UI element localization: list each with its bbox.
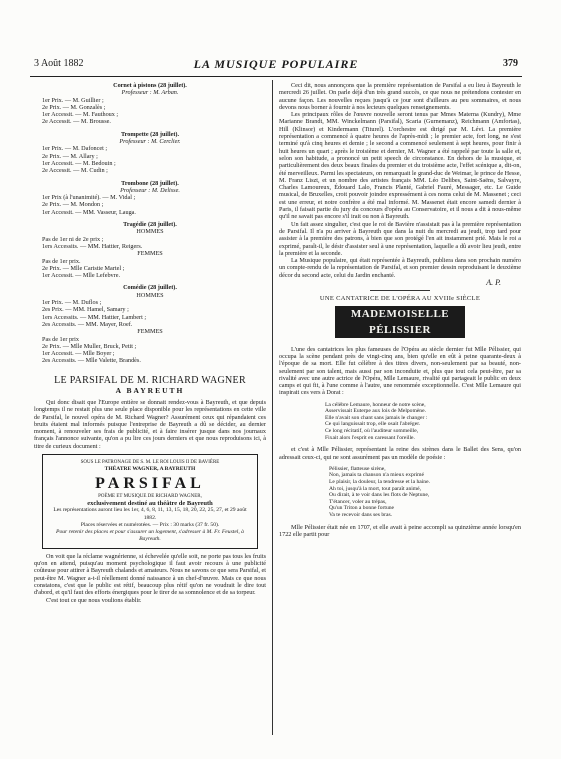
prize-line: 1ers Accessits. — MM. Hattier, Lambert ; [42,313,147,321]
prize-list [34,145,266,174]
article-title: LE PARSIFAL DE M. RICHARD WAGNER [54,374,246,386]
page-header [34,58,518,72]
verse-block [279,466,521,519]
prize-line: 2es Accessits. — MM. Mayer, Roef. [42,320,133,328]
verse-line: Pélissier, flatteuse sirène, [329,465,386,472]
prize-list [34,258,266,280]
professor-line: Professeur : M. Arban. [121,89,179,97]
section-heading: Comédie (28 juillet). [123,284,177,292]
professor-line: Professeur : M. Delisse. [120,186,180,194]
prize-line: 1er Accessit. — MM. Vasseur, Lauga. [42,208,136,216]
verse-line: Elle n'avait son chant sans jamais le changer : [325,414,428,421]
article-paragraph: Ceci dit, nous annonçons que la première représentation de Parsifal a eu lieu à Bayreuth le mercredi 26 juillet. On parle déjà d'un très grand succès, ce que nous ne prétendons contester en aucune façon. Les nouvelles reçues jusqu'à ce jour sont d'ailleurs au peu sommaires, et nous devons nous borner à fournir à nos lecteurs quelques renseignements. [279,82,521,111]
prize-line: 1er Accessit. — M. Fauthoux ; [42,111,119,119]
section-heading: Tragédie (28 juillet). [123,221,177,229]
prize-line: Pas de 1er prix [42,335,79,343]
prize-line: 1er Prix (à l'unanimité). — M. Vidal ; [42,194,136,202]
prize-line: 1er Accessit. — M. Bedouin ; [42,159,116,167]
advertisement-box [42,454,258,549]
section-rule [370,290,430,291]
verse-line: T'étancer, voler au trépas, [329,498,387,505]
right-column [279,82,521,737]
header-rule [30,76,522,77]
prize-line: 2e Accessit. — M. Brousse. [42,118,111,126]
verse-line: Ce long récitatif, où l'auditeur sommeille, [325,428,419,435]
subheading-hommes: HOMMES [136,291,164,299]
prize-list [34,299,266,328]
verse-line: Qu'un Triton a bonne fortune [329,505,395,512]
prize-line: 2e Prix. — M. Mondon ; [42,201,104,209]
section-heading: Cornet à pistons (28 juillet). [113,82,187,89]
column-divider [272,80,273,735]
article-paragraph: Les principaux rôles de l'œuvre nouvelle seront tenus par Mmes Materna (Kundry), Mme Marianne Brandt, MM. Winckelmann (Parsifal), Scaria (Gurnemanz), Reichmann (Amfortas), Hill (Klinsor) et Kindermann (Titurel). L'orchestre est dirigé par M. Lévi. La première représentation a commencé à quatre heures de l'après-midi ; le premier acte, fort long, ne s'est terminé qu'à cinq heures et demie ; le second a commencé seulement à sept heures, pour finir à huit heures un quart ; après le troisième et dernier, M. Wagner a été rappelé par toute la salle et, selon son habitude, a prononcé un petit speech de circonstance. En dehors de la musique, et particulièrement des deux beaux finales du premier et du troisième acte, l'effet scénique a, dit-on, été merveilleux. Parmi les spectateurs, on remarquait le grand-duc de Weimar, le prince de Hesse, M. Franz Liszt, et un nombre des artistes français MM. Léo Delibes, Saint-Saëns, Salvayre, Charles Lamoureux, Édouard Lalo, Francis Planté, Gabriel Fauré, Messager, etc. Le Guide musical, de Bruxelles, croit pouvoir joindre expressément à ces noms celui de M. Massenet ; ceci est une erreur, et notre confrère a été mal informé. M. Massenet était encore samedi dernier à Paris, il faisait partie du jury du concours d'opéra au Conservatoire, et il nous a dit à nous-même qu'il ne savait pas encore s'il irait ou non à Bayreuth. [279,111,521,221]
ad-theatre: THÉATRE WAGNER, A BAYREUTH [104,466,196,473]
prize-line: 1er Prix. — M. Dafoncet ; [42,145,108,153]
page-number: 379 [503,58,518,69]
ad-dates: Les représentations auront lieu les 1er, 4, 6, 8, 11, 13, 15, 18, 20, 22, 25, 27, et 29 août 1882. [53,507,247,521]
verse-line: Fixait alors l'esprit en caressant l'oreille. [325,434,415,441]
prize-line: 2es Prix. — MM. Hamel, Samary ; [42,306,129,314]
prize-list [34,336,266,365]
section-heading: Trompette (28 juillet). [120,130,180,138]
journal-title: LA MUSIQUE POPULAIRE [193,57,359,71]
ad-contact: Pour retenir des places et pour s'assurer un logement, s'adresser à M. Fr. Feustel, à Bayreuth. [56,529,244,543]
section-heading: Trombone (28 juillet). [121,179,179,187]
ad-patronage: SOUS LE PATRONAGE DE S. M. LE ROI LOUIS II DE BAVIÈRE [80,460,220,466]
prize-list [34,97,266,126]
article-paragraph: Qui donc disait que l'Europe entière se donnait rendez-vous à Bayreuth, et que depuis longtemps il ne restait plus une seule place disponible pour les représentations en cette ville de Parsifal, le nouvel opéra de M. Richard Wagner? Assurément ceux qui répandaient ces bruits étaient mal informés puisque l'entreprise de Bayreuth a dû se décider, au dernier moment, à renouveler ses frais de publicité, et à faire insérer jusque dans nos journaux français l'annonce suivante, qu'on a pu lire ces jours derniers et que nous reproduisons ici, à titre de curieux document : [34,398,266,450]
prize-line: Pas de 1er prix. [42,257,81,265]
prize-line: 1er Accessit. — Mlle Boyer ; [42,350,115,358]
issue-date: 3 Août 1882 [34,58,84,69]
verse-line: Va te recevoir dans ses bras. [329,512,393,518]
verse-block [279,402,521,442]
verse-line: Non, jamais ta chanson n'a mieux exprimé [329,472,424,479]
prize-line: 1er Prix. — M. Guillier ; [42,96,104,104]
prize-line: 2es Accessits. — Mlle Valette, Brandès. [42,357,141,365]
prize-list [34,194,266,216]
prize-line: 1ers Accessits. — MM. Hattier, Reigers. [42,242,143,250]
prize-line: 1er Prix. — M. Duflos ; [42,299,102,307]
prize-line: 2e Prix. — M. Gonzalès ; [42,103,106,111]
professor-line: Professeur : M. Cerclier. [119,138,181,146]
verse-line: Le plaisir, la douleur, la tendresse et la haine. [329,479,430,486]
article-paragraph: Un fait assez singulier, c'est que le roi de Bavière n'assistait pas à la première représentation de Parsifal. Il n'a pu arriver à Bayreuth que dans la nuit du mercredi au jeudi, trop tard pour assister à la première des patrons, à bien que son protégé l'en ait instamment prié. Mais le roi a exprimé, paraît-il, le désir d'assister seul à une représentation, laquelle a dû avoir lieu jeudi, entre la première et la seconde. [279,220,521,257]
prize-line: 2e Prix. — Mlle Muller, Bruck, Petit ; [42,342,137,350]
subheading-femmes: FEMMES [137,328,163,336]
verse-line: Ce qui languissait trop, elle osait l'abréger. [325,421,421,428]
prize-line: 2e Prix. — M. Allary ; [42,152,98,160]
article-paragraph: Mlle Pélissier était née en 1707, et elle avait à peine accompli sa quinzième année lorsqu'en 1722 elle partit pour [279,523,521,538]
prize-line: Pas de 1er ni de 2e prix ; [42,235,104,243]
verse-line: Ou dirait, à te voir dans les flots de Neptune, [329,492,430,499]
prize-line: 1er Accessit. — Mlle Lefebvre. [42,272,121,280]
prize-line: 2e Accessit. — M. Cudin ; [42,167,108,175]
heading-banner: MADEMOISELLE PÉLISSIER [335,306,465,338]
ad-exclusive: exclusivement destiné au théâtre de Bayreuth [87,499,213,507]
subheading-femmes: FEMMES [137,250,163,258]
subheading-hommes: HOMMES [136,228,164,236]
article-paragraph: L'une des cantatrices les plus fameuses de l'Opéra au siècle dernier fut Mlle Pélissier, qui occupa la scène pendant près de vingt-cinq ans, bien qu'elle en eût à peine quarante-deux à l'époque de sa mort. Elle fut célèbre à des titres divers, non-seulement par sa beauté, non-seulement par son talent, mais aussi par son inconduite et, plus que tout cela peut-être, par sa rivalité avec une autre actrice de l'Opéra, Mlle Lemaure, rivalité qui partageait le public en deux camps et qui fit, à l'une comme à l'autre, une renommée exceptionnelle. C'est Mlle Lemaure qui inspirait ces vers à Dorat : [279,345,521,397]
signature: A. P. [486,278,501,288]
ad-title: PARSIFAL [95,474,205,492]
article-paragraph: La Musique populaire, qui était représentée à Bayreuth, publiera dans son prochain numéro un compte-rendu de la représentation de Parsifal, et son premier dessin reproduisant le deuxième décor du second acte, celui du Jardin enchanté. [279,257,521,279]
article-paragraph: On voit que la réclame wagnérienne, si échevelée qu'elle soit, ne porte pas tous les fruits qu'on en attend, puisqu'au moment psychologique il faut avoir recours à une publicité coûteuse pour attirer à Bayreuth chalands et amateurs. Nous ne savons ce que sera Parsifal, et peut-être M. Wagner a-t-il réellement donné naissance à un chef-d'œuvre. Mais ce que nous constatons, c'est que le public est rétif, beaucoup plus rétif qu'on ne voudrait le dire tout d'abord, et qu'il faut des efforts énergiques pour le tirer de sa somnolence et de sa torpeur. [34,552,266,597]
section-title: UNE CANTATRICE DE L'OPÉRA AU XVIIIe SIÈCLE [319,295,481,303]
article-paragraph: C'est tout ce que nous voulions établir. [46,596,142,604]
verse-line: Ah toi, jusqu'à la mort, tout paraît animé, [329,485,422,492]
ad-authorship: POÈME ET MUSIQUE DE RICHARD WAGNER, [98,493,202,499]
prize-list [34,236,266,251]
article-subtitle: A BAYREUTH [115,385,185,395]
ad-prices: Places réservées et numérotées. — Prix : 30 marks (37 fr. 50). [80,521,220,528]
prize-line: 2e Prix. — Mlle Caristie Martel ; [42,264,125,272]
verse-line: Asservissait Euterpe aux lois de Melpomène. [325,408,426,415]
verse-line: La célèbre Lemaure, honneur de notre scène, [325,401,426,408]
article-paragraph: et c'est à Mlle Pélissier, représentant la reine des sirènes dans le Ballet des Sens, qu'on adressait ceux-ci, qui ne sont assurément pas un modèle de poésie : [279,446,521,461]
left-column [34,82,266,737]
